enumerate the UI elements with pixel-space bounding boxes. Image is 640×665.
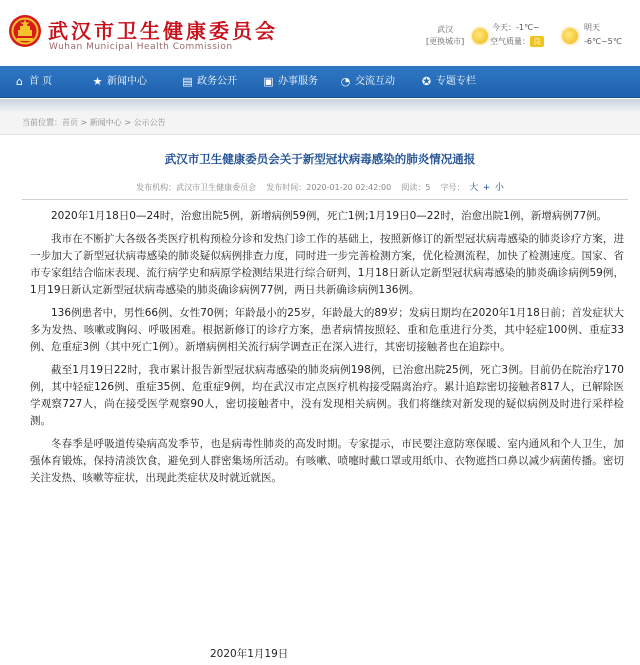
breadcrumb <box>0 111 640 135</box>
nav-item-news[interactable]: ★ 新闻中心 <box>92 75 147 88</box>
meta-font-label: 字号： <box>440 183 465 192</box>
article-paragraph: 冬春季是呼吸道传染病高发季节，也是病毒性肺炎的高发时期。专家提示，市民要注意防寒保暖、室内通风和个人卫生，加强体育锻炼，保持清淡饮食，避免到人群密集场所活动。有咳嗽、喷嚏时戴口罩或用纸巾、衣物遮挡口鼻以减少病菌传播。密切关注发热、咳嗽等症状，出现此类症状及时就近就医。 <box>30 438 624 484</box>
article-meta <box>0 180 640 193</box>
home-icon: ⌂ <box>16 75 23 88</box>
title-divider <box>22 199 628 200</box>
article-paragraph: 截至1月19日22时，我市累计报告新型冠状病毒感染的肺炎病例198例，已治愈出院25例，死亡3例。目前仍在院治疗170例，其中轻症126例、重症35例、危重症9例，均在武汉市定点医疗机构接受隔离治疗。累计追踪密切接触者817人，已解除医学观察727人，尚在接受医学观察90人，密切接触者中，没有发现相关病例。我们将继续对新发现的疑似病例及时进行采样检测。 <box>30 364 624 427</box>
nav-item-topics[interactable]: ✪ 专题专栏 <box>421 75 476 88</box>
weather-widget <box>418 16 640 56</box>
air-quality: 空气质量： 良 <box>490 36 544 47</box>
document-icon: ▤ <box>182 75 193 88</box>
article-body <box>30 208 624 493</box>
sun-icon <box>472 28 488 44</box>
site-subtitle: Wuhan Municipal Health Commission <box>49 42 233 52</box>
air-quality-badge: 良 <box>530 36 544 47</box>
star-icon: ★ <box>92 75 103 88</box>
article-title: 武汉市卫生健康委员会关于新型冠状病毒感染的肺炎情况通报 <box>164 152 476 166</box>
weather-city: 武汉 [更换城市] <box>426 25 465 46</box>
nav-item-gov-info[interactable]: ▤ 政务公开 <box>182 75 237 88</box>
article-paragraph: 我市在不断扩大各级各类医疗机构预检分诊和发热门诊工作的基础上，按照新修订的新型冠状病毒感染的肺炎诊疗方案，进一步加大了新型冠状病毒感染的肺炎疑似病例排查力度，同时进一步完善检测方案，优化检测流程，加快了检测速度。国家、省市专家组结合临床表现、流行病学史和病原学检测结果进行综合研判，1月18日新认定新型冠状病毒感染的肺炎确诊病例59例，1月19日新认定新型冠状病毒感染的肺炎确诊病例77例，两日共新确诊病例136例。 <box>30 233 624 296</box>
font-size-large-button[interactable]: 大 <box>469 183 479 193</box>
weather-today: 今天：-1℃~ <box>492 23 540 32</box>
article-date: 2020年1月19日 <box>210 648 289 660</box>
site-header <box>0 0 640 66</box>
nav-item-home[interactable]: ⌂ 首 页 <box>16 75 53 88</box>
sun-icon <box>562 28 578 44</box>
national-emblem-logo[interactable] <box>8 14 42 48</box>
article-paragraph: 2020年1月18日0—24时，治愈出院5例，新增病例59例，死亡1例;1月19日0—22时，治愈出院1例，新增病例77例。 <box>51 210 608 222</box>
nav-shadow-strip <box>0 99 640 111</box>
site-title[interactable]: 武汉市卫生健康委员会 <box>48 19 278 43</box>
nav-item-interaction[interactable]: ◔ 交流互动 <box>340 75 395 88</box>
chat-icon: ◔ <box>340 75 351 88</box>
meta-time: 发布时间：2020-01-20 02:42:00 <box>266 183 392 192</box>
weather-tomorrow-temp: -6℃~5℃ <box>584 37 622 46</box>
briefcase-icon: ▣ <box>263 75 274 88</box>
feature-icon: ✪ <box>421 75 432 88</box>
breadcrumb-label: 当前位置： <box>22 118 62 127</box>
nav-item-services[interactable]: ▣ 办事服务 <box>263 75 318 88</box>
main-nav <box>0 66 640 98</box>
font-size-default-button[interactable]: + <box>482 183 491 193</box>
change-city-link[interactable]: [更换城市] <box>426 37 465 46</box>
font-size-small-button[interactable]: 小 <box>494 183 504 193</box>
weather-tomorrow-label: 明天 <box>584 23 600 32</box>
meta-views: 阅读：5 <box>401 183 431 192</box>
meta-source: 发布机构：武汉市卫生健康委员会 <box>136 183 257 192</box>
article-paragraph: 136例患者中，男性66例、女性70例；年龄最小的25岁，年龄最大的89岁；发病日期均在2020年1月18日前；首发症状大多为发热、咳嗽或胸闷、呼吸困难。根据新修订的诊疗方案，患者病情按照轻、重和危重进行分类，其中轻症100例、重症33例、危重症3例（其中死亡1例）。新增病例相关流行病学调查正在深入进行，其密切接触者也在追踪中。 <box>30 307 624 353</box>
breadcrumb-path[interactable]: 首页 > 新闻中心 > 公示公告 <box>62 118 166 127</box>
